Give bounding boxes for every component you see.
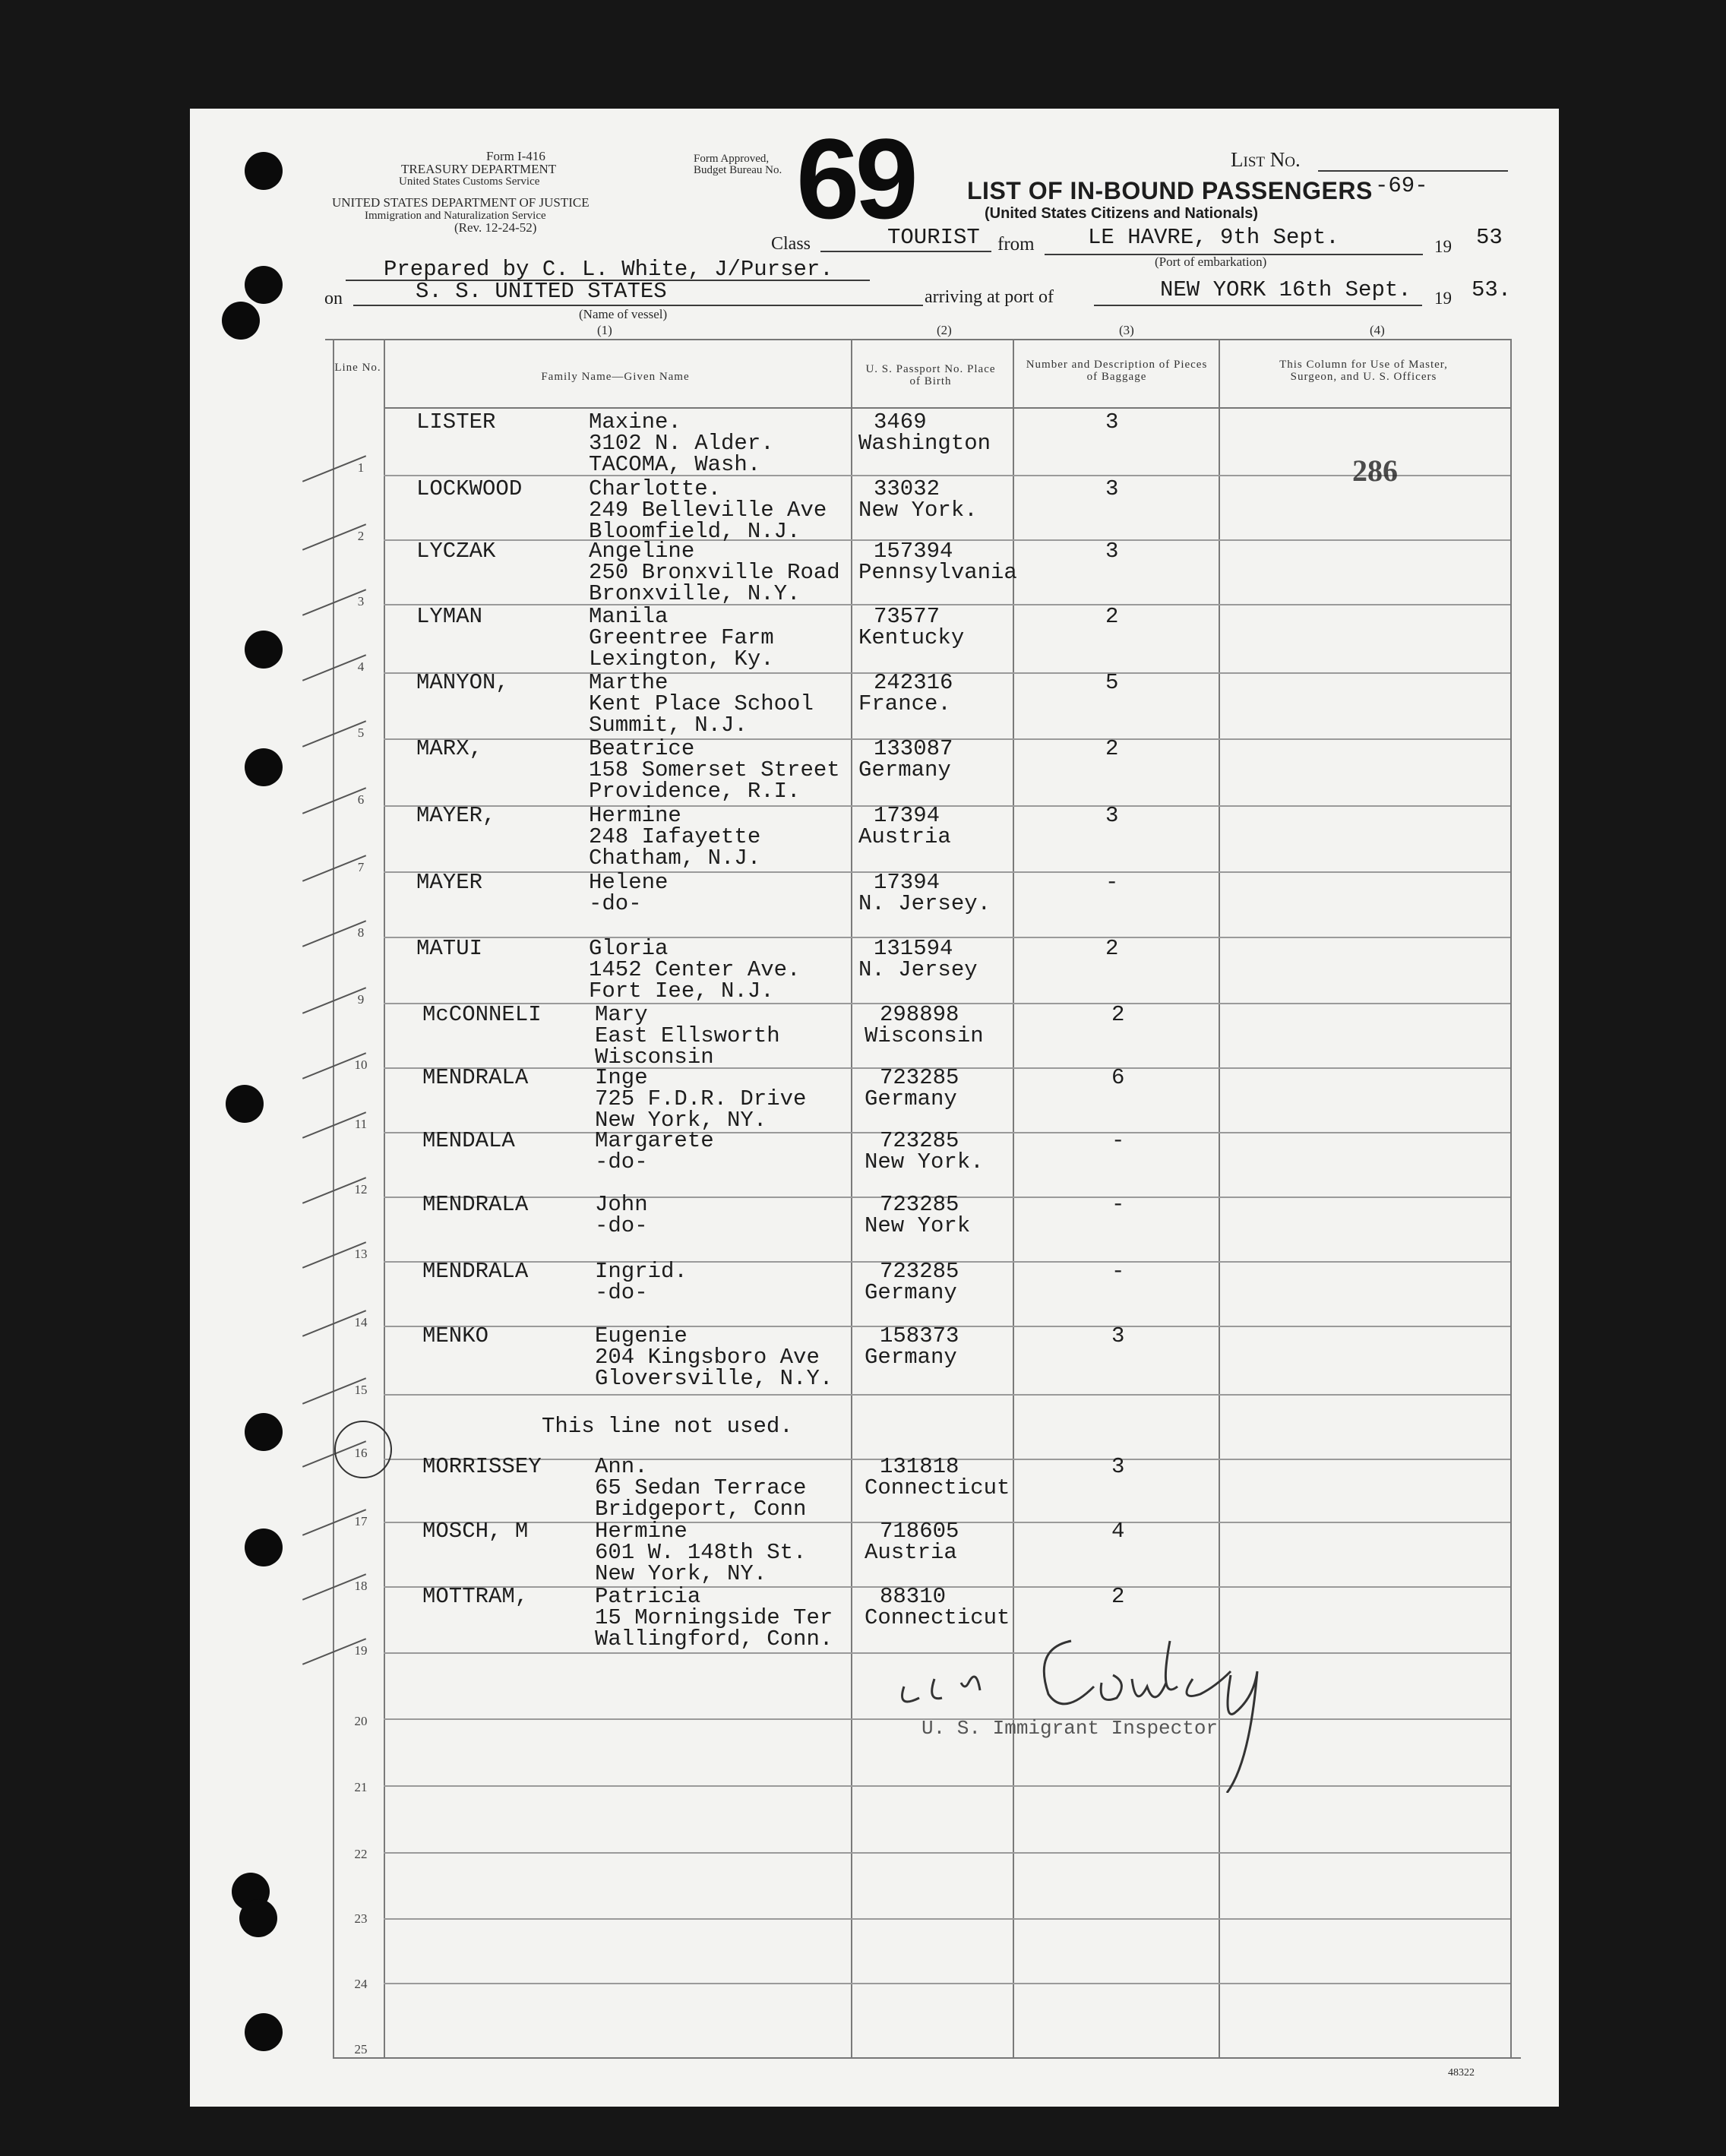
agency-line: Immigration and Naturalization Service	[365, 210, 546, 222]
line-number: 25	[354, 2042, 368, 2056]
line-number: 4	[357, 659, 365, 674]
arriving-label: arriving at port of	[925, 287, 1054, 307]
binder-hole	[245, 266, 283, 304]
table-bottom-rule	[333, 2057, 1521, 2059]
line-number: 23	[354, 1911, 368, 1926]
entry-family-name: MANYON,	[416, 670, 509, 695]
line-number: 21	[354, 1780, 368, 1794]
entry-birthplace: Pennsylvania	[858, 560, 1017, 585]
row-rule	[384, 871, 1510, 873]
entry-baggage: 3	[1105, 476, 1119, 501]
column-number: (3)	[1119, 323, 1134, 337]
entry-birthplace: France.	[858, 691, 951, 716]
entry-given-name: Marthe	[589, 670, 669, 695]
entry-passport-no: 723285	[880, 1192, 959, 1217]
entry-birthplace: Germany	[865, 1345, 957, 1370]
entry-address: 248 Iafayette	[589, 824, 761, 849]
entry-given-name: Patricia	[595, 1584, 701, 1609]
entry-passport-no: 723285	[880, 1065, 959, 1090]
on-label: on	[324, 289, 343, 308]
entry-address: Greentree Farm	[589, 625, 774, 650]
entry-family-name: MARX,	[416, 736, 483, 761]
entry-given-name: Inge	[595, 1065, 648, 1090]
entry-birthplace: New York.	[865, 1149, 984, 1174]
entry-passport-no: 158373	[880, 1323, 959, 1348]
entry-baggage: 2	[1105, 604, 1119, 629]
binder-hole	[245, 748, 283, 786]
entry-family-name: MATUI	[416, 936, 483, 961]
entry-birthplace: Kentucky	[858, 625, 965, 650]
entry-address: -do-	[595, 1149, 648, 1174]
entry-family-name: MENKO	[422, 1323, 489, 1348]
entry-given-name: Mary	[595, 1002, 648, 1027]
line-number: 14	[354, 1315, 368, 1329]
entry-given-name: Manila	[589, 604, 669, 629]
agency-line: UNITED STATES DEPARTMENT OF JUSTICE	[332, 195, 590, 210]
entry-given-name: Beatrice	[589, 736, 695, 761]
vessel-name: S. S. UNITED STATES	[416, 279, 667, 304]
entry-address: 3102 N. Alder.	[589, 431, 774, 456]
entry-birthplace: Washington	[858, 431, 991, 456]
entry-family-name: LYCZAK	[416, 539, 496, 564]
entry-passport-no: 33032	[874, 476, 940, 501]
entry-family-name: McCONNELI	[422, 1002, 542, 1027]
line-number: 10	[354, 1057, 368, 1072]
entry-passport-no: 157394	[874, 539, 953, 564]
year-prefix: 19	[1434, 289, 1452, 308]
list-no-value: -69-	[1375, 173, 1428, 198]
column-divider	[1219, 339, 1220, 2057]
binder-hole	[245, 1528, 283, 1566]
binder-hole	[245, 1413, 283, 1451]
entry-passport-no: 298898	[880, 1002, 959, 1027]
entry-birthplace: Austria	[865, 1540, 957, 1565]
table-top-rule	[325, 339, 1510, 340]
entry-passport-no: 3469	[874, 409, 927, 435]
entry-address: Providence, R.I.	[589, 779, 801, 804]
inspector-title: U. S. Immigrant Inspector	[921, 1717, 1219, 1740]
entry-passport-no: 88310	[880, 1584, 947, 1609]
header-line-no: Line No.	[334, 362, 381, 374]
entry-address: Wisconsin	[595, 1045, 714, 1070]
stamp-number: 69	[796, 115, 914, 242]
header-baggage: Number and Description of Pieces of Baggage	[1026, 359, 1208, 383]
header-passport: U. S. Passport No. Place of Birth	[865, 363, 996, 387]
entry-address: 601 W. 148th St.	[595, 1540, 807, 1565]
entry-family-name: MENDALA	[422, 1128, 515, 1153]
entry-birthplace: Connecticut	[865, 1605, 1010, 1630]
agency-line: United States Customs Service	[399, 175, 540, 188]
entry-baggage: 3	[1105, 539, 1119, 564]
arrival-port: NEW YORK 16th Sept.	[1160, 277, 1411, 302]
list-no-label: List No.	[1231, 148, 1301, 171]
line-number: 8	[357, 925, 365, 940]
entry-given-name: Ingrid.	[595, 1259, 688, 1284]
entry-family-name: LISTER	[416, 409, 496, 435]
entry-birthplace: Austria	[858, 824, 951, 849]
row-rule	[384, 1918, 1510, 1920]
header-officers: This Column for Use of Master, Surgeon, and U. S. Officers	[1279, 359, 1448, 383]
entry-address: 15 Morningside Ter	[595, 1605, 833, 1630]
entry-passport-no: 242316	[874, 670, 953, 695]
entry-family-name: MOTTRAM,	[422, 1584, 529, 1609]
entry-family-name: MAYER,	[416, 803, 496, 828]
entry-address: Bloomfield, N.J.	[589, 519, 801, 544]
form-title: LIST OF IN-BOUND PASSENGERS	[967, 177, 1373, 204]
entry-baggage: 2	[1111, 1002, 1125, 1027]
entry-baggage: -	[1111, 1192, 1125, 1217]
line-number: 3	[357, 594, 365, 609]
year-prefix: 19	[1434, 237, 1452, 256]
entry-address: 1452 Center Ave.	[589, 957, 801, 982]
prepared-by: Prepared by C. L. White, J/Purser.	[384, 257, 833, 282]
line-number: 13	[354, 1247, 368, 1261]
entry-passport-no: 73577	[874, 604, 940, 629]
arrival-year: 53.	[1472, 277, 1512, 302]
entry-address: -do-	[595, 1280, 648, 1305]
entry-baggage: 2	[1105, 936, 1119, 961]
entry-birthplace: N. Jersey	[858, 957, 978, 982]
binder-hole	[245, 631, 283, 669]
line-number: 22	[354, 1847, 368, 1861]
row-rule	[384, 1586, 1510, 1588]
line-number: 7	[357, 860, 365, 874]
line-number: 16	[354, 1446, 368, 1460]
entry-given-name: Gloria	[589, 936, 669, 961]
entry-address: 249 Belleville Ave	[589, 498, 827, 523]
line-16-circle	[334, 1421, 392, 1478]
entry-baggage: 3	[1105, 803, 1119, 828]
entry-given-name: Maxine.	[589, 409, 681, 435]
entry-baggage: -	[1111, 1259, 1125, 1284]
binder-hole	[226, 1085, 264, 1123]
binder-hole	[239, 1899, 277, 1937]
table-header-rule	[384, 407, 1510, 409]
line-number: 1	[357, 460, 365, 475]
row-rule	[384, 805, 1510, 807]
header-name: Family Name—Given Name	[541, 371, 690, 383]
entry-given-name: Ann.	[595, 1454, 648, 1479]
entry-given-name: Helene	[589, 870, 669, 895]
class-label: Class	[771, 234, 811, 254]
entry-given-name: Hermine	[589, 803, 681, 828]
entry-baggage: 5	[1105, 670, 1119, 695]
vessel-underline	[353, 305, 923, 306]
entry-address: Fort Iee, N.J.	[589, 978, 774, 1004]
footer-code: 48322	[1448, 2067, 1475, 2079]
line-number: 17	[354, 1514, 368, 1528]
inspector-signature	[889, 1611, 1322, 1793]
row-rule	[384, 475, 1510, 476]
entry-passport-no: 17394	[874, 803, 940, 828]
entry-baggage: 3	[1105, 409, 1119, 435]
entry-birthplace: Germany	[858, 757, 951, 782]
column-divider	[333, 339, 334, 2057]
entry-family-name: MENDRALA	[422, 1259, 529, 1284]
column-divider	[384, 339, 385, 2057]
column-number: (1)	[597, 323, 612, 337]
entry-family-name: LYMAN	[416, 604, 483, 629]
entry-address: Summit, N.J.	[589, 713, 748, 738]
line-not-used-note: This line not used.	[542, 1414, 793, 1439]
approval-note: Form Approved,	[694, 153, 770, 165]
line-number: 6	[357, 792, 365, 807]
line-number: 19	[354, 1643, 368, 1658]
entry-passport-no: 718605	[880, 1519, 959, 1544]
row-rule	[384, 1852, 1510, 1854]
entry-address: -do-	[595, 1213, 648, 1238]
entry-passport-no: 133087	[874, 736, 953, 761]
binder-hole	[245, 2013, 283, 2051]
entry-baggage: 3	[1111, 1454, 1125, 1479]
binder-hole	[245, 152, 283, 190]
line-number: 20	[354, 1714, 368, 1728]
entry-passport-no: 131818	[880, 1454, 959, 1479]
entry-family-name: LOCKWOOD	[416, 476, 523, 501]
entry-address: Wallingford, Conn.	[595, 1626, 833, 1652]
entry-birthplace: New York.	[858, 498, 978, 523]
entry-baggage: 3	[1111, 1323, 1125, 1348]
from-label: from	[997, 234, 1035, 254]
line-number: 18	[354, 1579, 368, 1593]
entry-baggage: 2	[1105, 736, 1119, 761]
entry-passport-no: 17394	[874, 870, 940, 895]
entry-family-name: MOSCH, M	[422, 1519, 529, 1544]
entry-baggage: -	[1111, 1128, 1125, 1153]
officer-mark: 286	[1352, 454, 1398, 488]
line-number: 11	[354, 1117, 368, 1131]
row-rule	[384, 1394, 1510, 1396]
column-divider	[851, 339, 852, 2057]
embarkation-port: LE HAVRE, 9th Sept.	[1088, 225, 1339, 250]
entry-address: East Ellsworth	[595, 1023, 780, 1048]
entry-family-name: MENDRALA	[422, 1192, 529, 1217]
entry-address: Lexington, Ky.	[589, 646, 774, 672]
from-year: 53	[1476, 225, 1503, 250]
entry-family-name: MENDRALA	[422, 1065, 529, 1090]
entry-given-name: Margarete	[595, 1128, 714, 1153]
form-subtitle: (United States Citizens and Nationals)	[985, 205, 1259, 222]
entry-baggage: 4	[1111, 1519, 1125, 1544]
class-value: TOURIST	[887, 225, 980, 250]
entry-birthplace: Connecticut	[865, 1475, 1010, 1500]
line-number: 5	[357, 726, 365, 740]
entry-address: 204 Kingsboro Ave	[595, 1345, 820, 1370]
entry-given-name: John	[595, 1192, 648, 1217]
port-caption: (Port of embarkation)	[1155, 254, 1267, 269]
entry-address: Bridgeport, Conn	[595, 1497, 807, 1522]
entry-passport-no: 723285	[880, 1128, 959, 1153]
line-number: 2	[357, 529, 365, 543]
entry-address: Bronxville, N.Y.	[589, 581, 801, 606]
entry-birthplace: Wisconsin	[865, 1023, 984, 1048]
entry-birthplace: Germany	[865, 1280, 957, 1305]
form-number: Form I-416	[486, 149, 545, 163]
line-number: 15	[354, 1383, 368, 1397]
agency-line: TREASURY DEPARTMENT	[401, 162, 557, 176]
entry-given-name: Hermine	[595, 1519, 688, 1544]
entry-given-name: Charlotte.	[589, 476, 722, 501]
entry-address: 725 F.D.R. Drive	[595, 1086, 807, 1111]
entry-baggage: -	[1105, 870, 1119, 895]
entry-passport-no: 723285	[880, 1259, 959, 1284]
row-rule	[384, 604, 1510, 605]
entry-passport-no: 131594	[874, 936, 953, 961]
entry-address: New York, NY.	[595, 1561, 767, 1586]
entry-birthplace: N. Jersey.	[858, 891, 991, 916]
entry-birthplace: New York	[865, 1213, 971, 1238]
entry-given-name: Angeline	[589, 539, 695, 564]
entry-address: 158 Somerset Street	[589, 757, 840, 782]
entry-address: 250 Bronxville Road	[589, 560, 840, 585]
class-underline	[820, 251, 991, 252]
entry-address: Chatham, N.J.	[589, 846, 761, 871]
binder-hole	[222, 302, 260, 340]
line-number: 9	[357, 992, 365, 1007]
approval-note: Budget Bureau No.	[694, 164, 782, 176]
column-number: (2)	[937, 323, 952, 337]
line-number: 12	[354, 1182, 368, 1197]
line-number: 24	[354, 1977, 368, 1991]
entry-address: New York, NY.	[595, 1108, 767, 1133]
arrival-underline	[1094, 305, 1422, 306]
entry-address: Gloversville, N.Y.	[595, 1366, 833, 1391]
form-revision: (Rev. 12-24-52)	[454, 220, 537, 235]
vessel-caption: (Name of vessel)	[579, 307, 668, 321]
entry-family-name: MAYER	[416, 870, 483, 895]
entry-address: -do-	[589, 891, 642, 916]
entry-address: 65 Sedan Terrace	[595, 1475, 807, 1500]
list-no-underline	[1318, 170, 1508, 172]
entry-given-name: Eugenie	[595, 1323, 688, 1348]
entry-address: Kent Place School	[589, 691, 814, 716]
row-rule	[384, 1983, 1510, 1984]
column-divider	[1510, 339, 1512, 2057]
entry-address: TACOMA, Wash.	[589, 452, 761, 477]
entry-birthplace: Germany	[865, 1086, 957, 1111]
column-divider	[1013, 339, 1014, 2057]
entry-family-name: MORRISSEY	[422, 1454, 542, 1479]
column-number: (4)	[1370, 323, 1385, 337]
entry-baggage: 6	[1111, 1065, 1125, 1090]
entry-baggage: 2	[1111, 1584, 1125, 1609]
